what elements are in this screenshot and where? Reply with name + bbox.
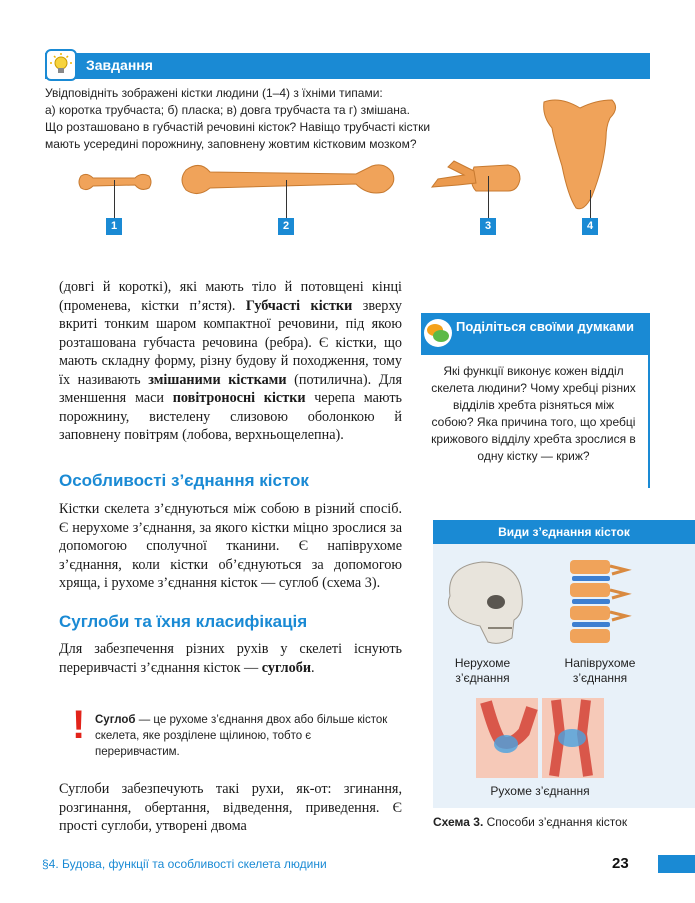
exclamation-icon: !: [72, 703, 86, 747]
bone-number: 3: [480, 218, 496, 235]
share-title: Поділіться своїми думками: [456, 319, 634, 334]
bone-number: 2: [278, 218, 294, 235]
scapula-illustration: [540, 96, 620, 216]
share-box-border: [648, 313, 650, 488]
knee-joint-illustration: [476, 698, 606, 778]
paragraph-joints: Для забезпечення різних рухів у скелеті існують переривчасті з’єднання кісток — суглоби.: [59, 641, 402, 676]
task-text: [45, 85, 460, 153]
connector-line: [488, 176, 489, 218]
connector-line: [590, 190, 591, 218]
mobile-caption: Рухоме з’єднання: [490, 784, 590, 798]
skull-illustration: [440, 556, 528, 648]
task-line: Що розташовано в губчастій речовині кісток? Навіщо трубчасті кістки: [45, 120, 431, 134]
connector-line: [286, 180, 287, 218]
task-title: Завдання: [86, 57, 153, 73]
task-line: Увідповідніть зображені кістки людини (1–4) з їхніми типами:: [45, 86, 383, 100]
section-heading: Особливості з’єднання кісток: [59, 471, 309, 490]
semi-mobile-caption: Напіврухоме з’єднання: [564, 656, 636, 685]
section-heading: Суглоби та їхня класифікація: [59, 612, 308, 631]
scheme-caption: Схема 3. Способи з’єднання кісток: [433, 815, 628, 829]
scheme-header: Види з’єднання кісток: [433, 520, 695, 544]
long-bone-illustration: [178, 158, 400, 200]
paragraph-bone-types: (довгі й короткі), які мають тіло й потовщені кінці (променева, кістки п’ястя). Губчасті кістки зверху вкриті тонким шаром компактної речовини, під якою розташована губчаста речовина (ребра). Є кістки, що мають складну форму, різну будову й походження, тому їх називають змішаними кістками (потилична). Для зменшення маси повітроносні кістки черепа мають порожнину, вистелену слизовою оболонкою й заповнену повітрям (лобова, верхньощелепна).: [59, 279, 403, 443]
definition-box: Суглоб — це рухоме з’єднання двох або більше кісток скелета, яке розділене щілиною, тобто є переривчастим.: [95, 714, 388, 758]
task-line: а) коротка трубчаста; б) пласка; в) довга трубчаста та г) змішана.: [45, 103, 410, 117]
bone-number: 1: [106, 218, 122, 235]
footer-chapter-title: §4. Будова, функції та особливості скелета людини: [42, 857, 327, 871]
lightbulb-icon: [45, 49, 77, 81]
task-line: мають усередині порожнину, заповнену жовтим кістковим мозком?: [45, 137, 417, 151]
immobile-caption: Нерухоме з’єднання: [454, 656, 511, 685]
connector-line: [114, 180, 115, 218]
spine-illustration: [560, 556, 632, 648]
paragraph-bone-connections: Кістки скелета з’єднуються між собою в різний спосіб. Є нерухоме з’єднання, за якого кістки міцно зрослися за допомогою сполучної тканини. Є напіврухоме з’єднання, коли кістки об’єднуються за допомогою хряща, і рухоме з’єднання кісток — суглоб (схема 3).: [59, 501, 402, 591]
short-bone-illustration: [75, 168, 155, 196]
page-number: 23: [612, 855, 629, 872]
share-text: Які функції виконує кожен відділ скелета людини? Чому хребці різних відділів хребта різняться між собою? Яка причина того, що хребці крижового відділу хребта зрослися в одну кістку — криж?: [431, 364, 636, 463]
paragraph-joint-movements: Суглоби забезпечують такі рухи, як-от: згинання, розгинання, обертання, відведення, приведення. Є прості суглоби, утворені двома: [59, 781, 402, 834]
vertebra-illustration: [428, 153, 524, 201]
bone-number: 4: [582, 218, 598, 235]
page-tab: [658, 855, 695, 873]
speech-bubbles-icon: [423, 318, 453, 348]
